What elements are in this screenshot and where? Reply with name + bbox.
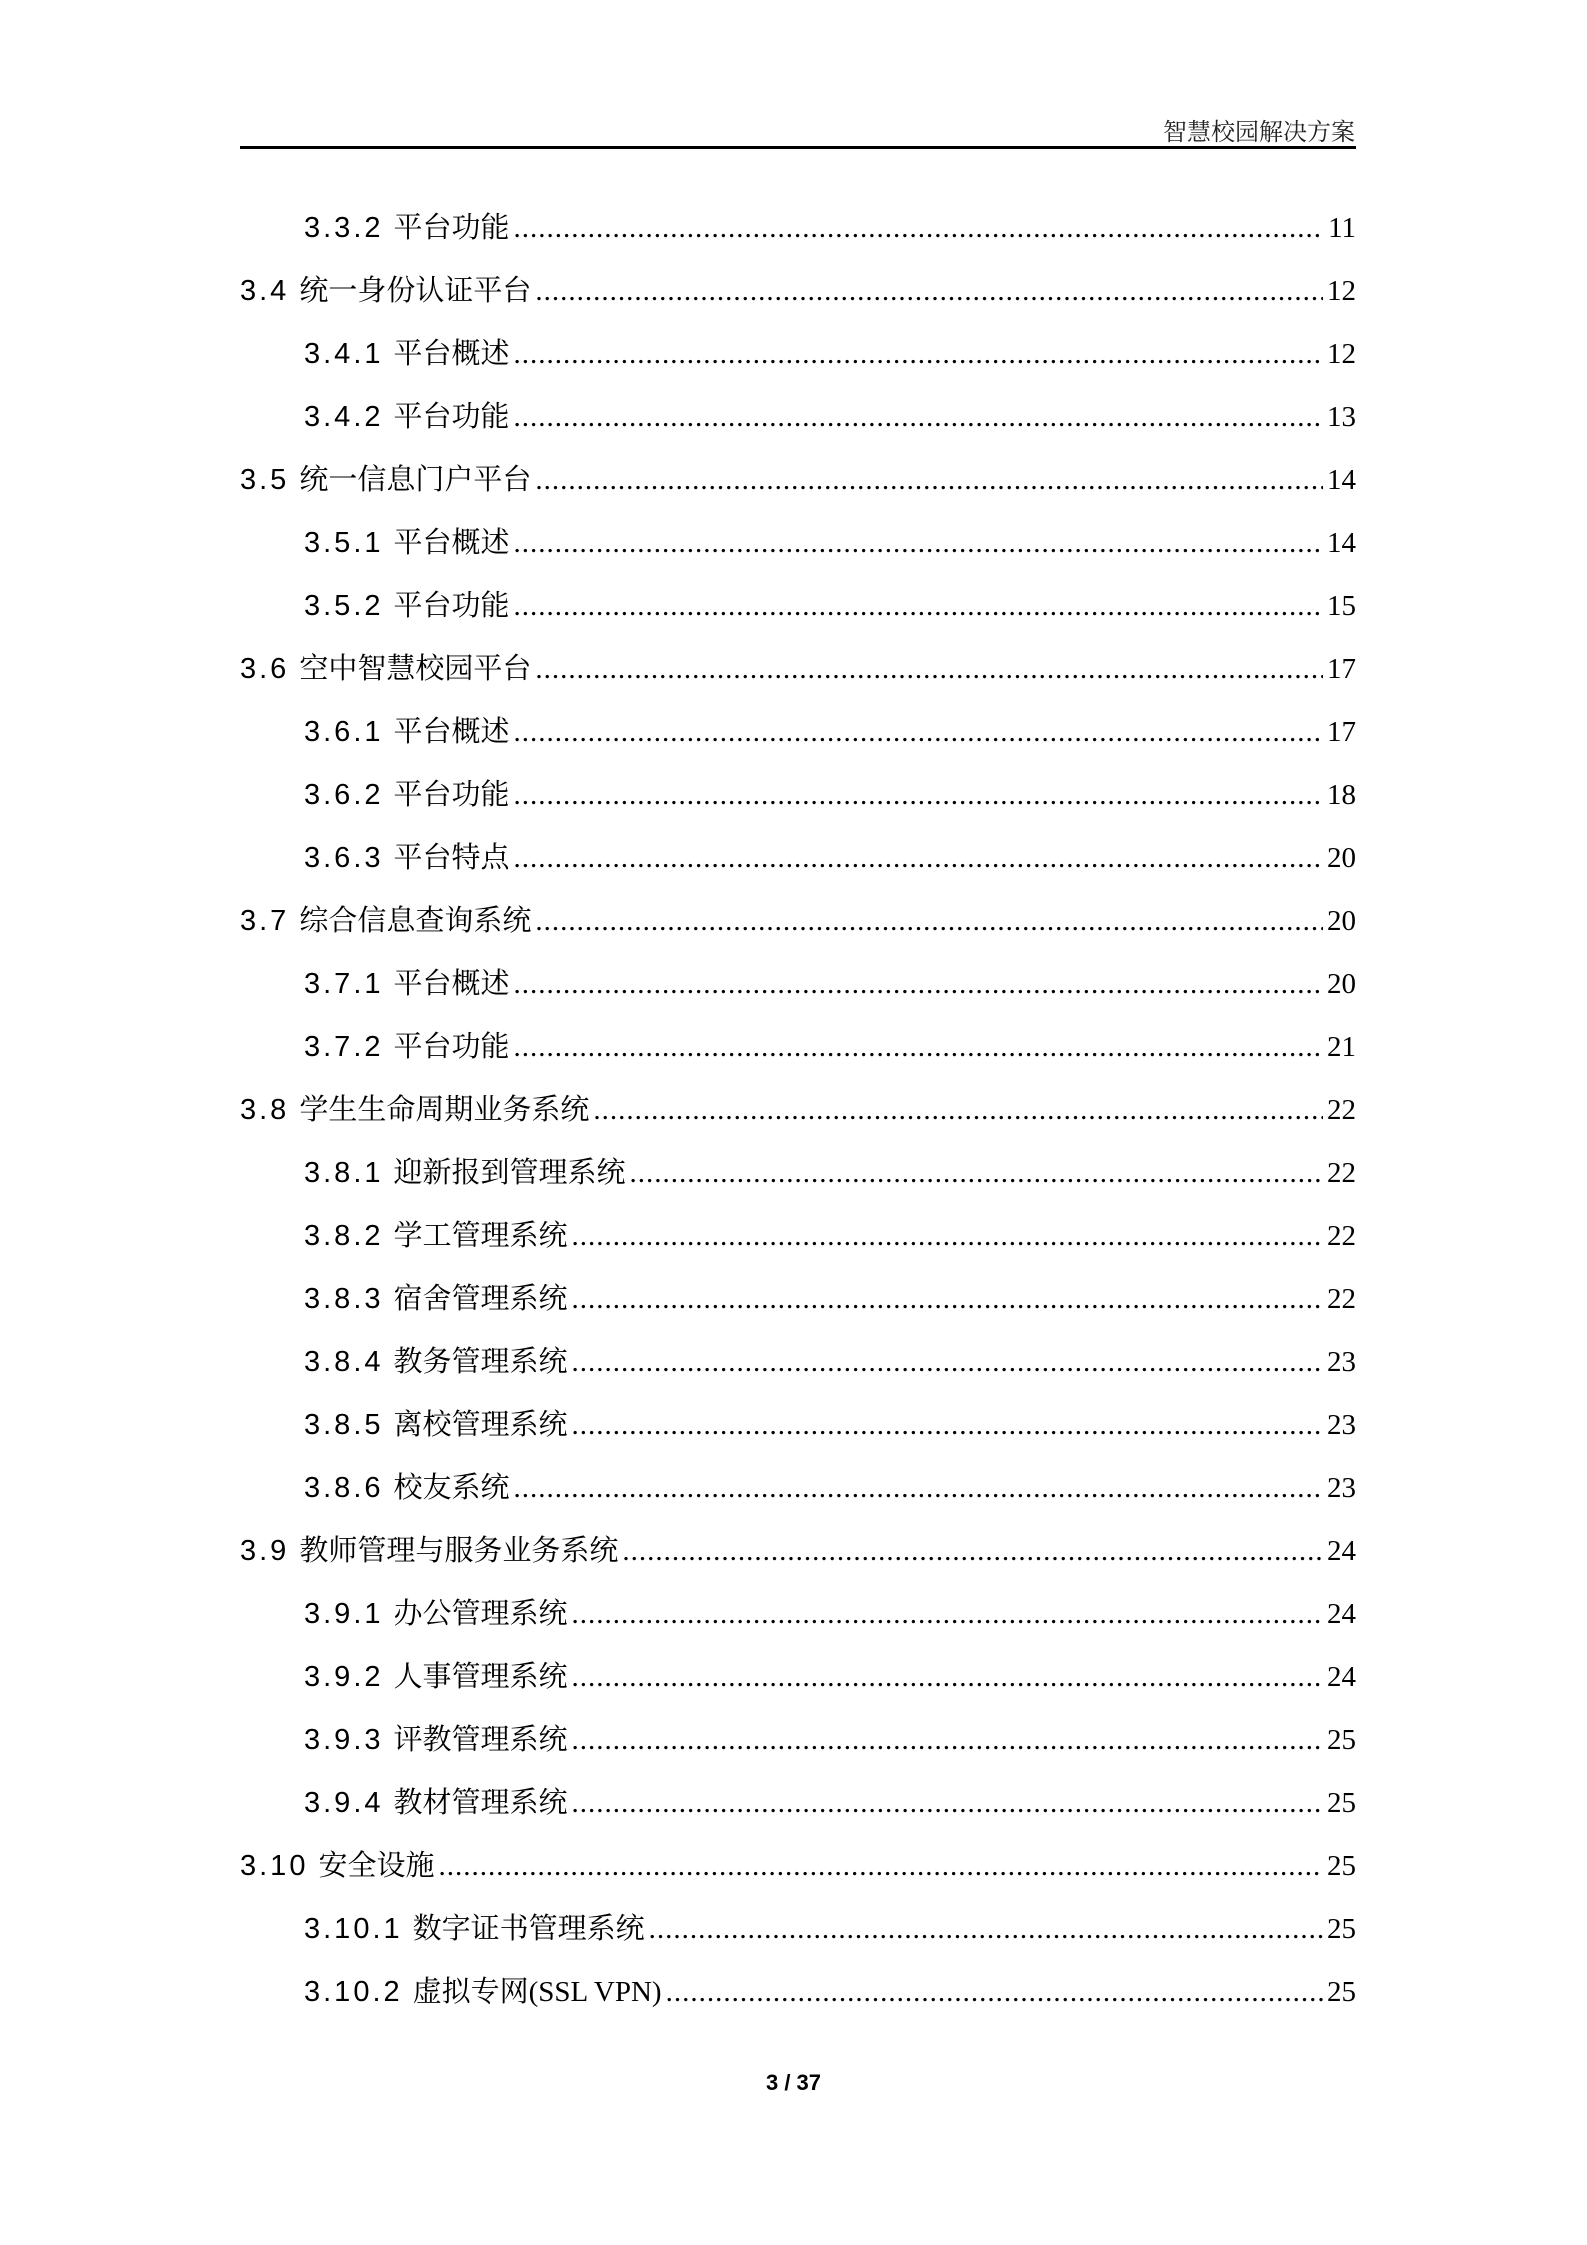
- toc-entry-number: 3.3.2: [304, 212, 384, 244]
- toc-entry-title: 统一身份认证平台: [299, 275, 532, 307]
- dot-leader: [514, 968, 1323, 1001]
- toc-entry-number: 3.5.2: [304, 590, 384, 622]
- toc-entry-number: 3.7.1: [304, 968, 384, 1000]
- toc-entry-page: 18: [1327, 779, 1356, 811]
- dot-leader: [572, 1346, 1323, 1379]
- toc-entry[interactable]: [240, 1969, 1356, 2032]
- toc-entry-title: 数字证书管理系统: [412, 1913, 645, 1945]
- toc-entry-number: 3.9.1: [304, 1598, 384, 1630]
- dot-leader: [514, 779, 1323, 812]
- toc-entry-title: 平台功能: [393, 1031, 510, 1063]
- table-of-contents: [240, 205, 1356, 2032]
- toc-entry-number: 3.8.2: [304, 1220, 384, 1252]
- toc-entry-page: 25: [1327, 1976, 1356, 2008]
- dot-leader: [572, 1661, 1323, 1694]
- page-header-title: 智慧校园解决方案: [1163, 120, 1355, 146]
- dot-leader: [514, 527, 1323, 560]
- toc-entry[interactable]: [240, 1150, 1356, 1213]
- toc-entry-number: 3.9: [240, 1535, 290, 1567]
- toc-entry-page: 22: [1327, 1220, 1356, 1252]
- toc-entry[interactable]: [240, 1276, 1356, 1339]
- dot-leader: [572, 1283, 1323, 1316]
- toc-entry-title: 平台概述: [393, 338, 510, 370]
- toc-entry-page: 25: [1327, 1787, 1356, 1819]
- toc-entry[interactable]: [240, 394, 1356, 457]
- toc-entry[interactable]: [240, 1087, 1356, 1150]
- toc-entry[interactable]: [240, 1213, 1356, 1276]
- toc-entry-number: 3.8.6: [304, 1472, 384, 1504]
- dot-leader: [572, 1598, 1323, 1631]
- toc-entry[interactable]: [240, 1654, 1356, 1717]
- toc-entry[interactable]: [240, 709, 1356, 772]
- toc-entry-page: 20: [1327, 842, 1356, 874]
- toc-entry[interactable]: [240, 646, 1356, 709]
- toc-entry[interactable]: [240, 1591, 1356, 1654]
- dot-leader: [622, 1535, 1323, 1568]
- dot-leader: [593, 1094, 1323, 1127]
- toc-entry-number: 3.8.5: [304, 1409, 384, 1441]
- toc-entry-number: 3.6.3: [304, 842, 384, 874]
- toc-entry-number: 3.9.2: [304, 1661, 384, 1693]
- toc-entry-page: 15: [1327, 590, 1356, 622]
- toc-entry-number: 3.6.2: [304, 779, 384, 811]
- toc-entry-title: 学工管理系统: [393, 1220, 568, 1252]
- toc-entry-page: 11: [1328, 212, 1356, 244]
- toc-entry-page: 25: [1327, 1913, 1356, 1945]
- dot-leader: [572, 1787, 1323, 1820]
- dot-leader: [438, 1850, 1323, 1883]
- toc-entry-page: 14: [1327, 527, 1356, 559]
- dot-leader: [535, 464, 1323, 497]
- toc-entry-page: 20: [1327, 968, 1356, 1000]
- toc-entry-page: 22: [1327, 1157, 1356, 1189]
- toc-entry-number: 3.4.2: [304, 401, 384, 433]
- dot-leader: [649, 1913, 1323, 1946]
- toc-entry-page: 13: [1327, 401, 1356, 433]
- dot-leader: [514, 1031, 1323, 1064]
- toc-entry-number: 3.7: [240, 905, 290, 937]
- toc-entry-title: 平台功能: [393, 779, 510, 811]
- dot-leader: [514, 212, 1324, 245]
- toc-entry-number: 3.5.1: [304, 527, 384, 559]
- toc-entry-title: 教师管理与服务业务系统: [299, 1535, 619, 1567]
- toc-entry-number: 3.8.4: [304, 1346, 384, 1378]
- toc-entry-title: 安全设施: [318, 1850, 435, 1882]
- dot-leader: [666, 1976, 1323, 2009]
- toc-entry[interactable]: [240, 961, 1356, 1024]
- dot-leader: [630, 1157, 1323, 1190]
- toc-entry[interactable]: [240, 1906, 1356, 1969]
- toc-entry-title: 人事管理系统: [393, 1661, 568, 1693]
- toc-entry-page: 23: [1327, 1472, 1356, 1504]
- toc-entry-page: 22: [1327, 1283, 1356, 1315]
- dot-leader: [514, 842, 1323, 875]
- toc-entry-number: 3.8.1: [304, 1157, 384, 1189]
- toc-entry[interactable]: [240, 268, 1356, 331]
- toc-entry-number: 3.10.2: [304, 1976, 403, 2008]
- toc-entry-number: 3.7.2: [304, 1031, 384, 1063]
- toc-entry-number: 3.8: [240, 1094, 290, 1126]
- toc-entry[interactable]: [240, 835, 1356, 898]
- toc-entry[interactable]: [240, 331, 1356, 394]
- dot-leader: [535, 275, 1323, 308]
- toc-entry-title: 平台功能: [393, 212, 510, 244]
- toc-entry-title: 平台概述: [393, 527, 510, 559]
- toc-entry-page: 17: [1327, 653, 1356, 685]
- dot-leader: [572, 1220, 1323, 1253]
- toc-entry-number: 3.10: [240, 1850, 309, 1882]
- toc-entry-title: 综合信息查询系统: [299, 905, 532, 937]
- toc-entry-page: 12: [1327, 275, 1356, 307]
- toc-entry[interactable]: [240, 772, 1356, 835]
- dot-leader: [535, 653, 1323, 686]
- dot-leader: [514, 338, 1323, 371]
- toc-entry-page: 24: [1327, 1598, 1356, 1630]
- toc-entry-page: 23: [1327, 1409, 1356, 1441]
- toc-entry-title: 教材管理系统: [393, 1787, 568, 1819]
- dot-leader: [514, 401, 1323, 434]
- dot-leader: [514, 716, 1323, 749]
- toc-entry-title: 离校管理系统: [393, 1409, 568, 1441]
- toc-entry-number: 3.9.3: [304, 1724, 384, 1756]
- dot-leader: [514, 590, 1323, 623]
- toc-entry-title: 统一信息门户平台: [299, 464, 532, 496]
- toc-entry-page: 21: [1327, 1031, 1356, 1063]
- toc-entry-page: 14: [1327, 464, 1356, 496]
- toc-entry[interactable]: [240, 520, 1356, 583]
- toc-entry-title: 平台概述: [393, 716, 510, 748]
- header-rule: [240, 146, 1356, 149]
- toc-entry-page: 23: [1327, 1346, 1356, 1378]
- toc-entry-title: 平台特点: [393, 842, 510, 874]
- toc-entry-title: 校友系统: [393, 1472, 510, 1504]
- toc-entry-number: 3.9.4: [304, 1787, 384, 1819]
- toc-entry-number: 3.4: [240, 275, 290, 307]
- dot-leader: [572, 1724, 1323, 1757]
- toc-entry-page: 17: [1327, 716, 1356, 748]
- toc-entry-page: 20: [1327, 905, 1356, 937]
- toc-entry-title: 办公管理系统: [393, 1598, 568, 1630]
- toc-entry-number: 3.5: [240, 464, 290, 496]
- toc-entry-title: 平台概述: [393, 968, 510, 1000]
- toc-entry-number: 3.6: [240, 653, 290, 685]
- toc-entry-title: 教务管理系统: [393, 1346, 568, 1378]
- toc-entry-page: 22: [1327, 1094, 1356, 1126]
- toc-entry[interactable]: [240, 1528, 1356, 1591]
- toc-entry[interactable]: [240, 205, 1356, 268]
- toc-entry[interactable]: [240, 1780, 1356, 1843]
- toc-entry-page: 24: [1327, 1535, 1356, 1567]
- toc-entry-page: 24: [1327, 1661, 1356, 1693]
- toc-entry[interactable]: [240, 1339, 1356, 1402]
- toc-entry-page: 12: [1327, 338, 1356, 370]
- toc-entry-title: 评教管理系统: [393, 1724, 568, 1756]
- toc-entry[interactable]: [240, 1465, 1356, 1528]
- page-number: 3 / 37: [765, 2070, 822, 2095]
- toc-entry[interactable]: [240, 1717, 1356, 1780]
- toc-entry-page: 25: [1327, 1724, 1356, 1756]
- toc-entry-title: 学生生命周期业务系统: [299, 1094, 590, 1126]
- dot-leader: [535, 905, 1323, 938]
- toc-entry-page: 25: [1327, 1850, 1356, 1882]
- toc-entry[interactable]: [240, 1024, 1356, 1087]
- toc-entry-title: 空中智慧校园平台: [299, 653, 532, 685]
- toc-entry[interactable]: [240, 1402, 1356, 1465]
- dot-leader: [514, 1472, 1323, 1505]
- toc-entry[interactable]: [240, 583, 1356, 646]
- toc-entry-title: 迎新报到管理系统: [393, 1157, 626, 1189]
- toc-entry-title: 虚拟专网(SSL VPN): [412, 1976, 662, 2008]
- toc-entry[interactable]: [240, 898, 1356, 961]
- toc-entry-number: 3.6.1: [304, 716, 384, 748]
- toc-entry-number: 3.4.1: [304, 338, 384, 370]
- toc-entry[interactable]: [240, 1843, 1356, 1906]
- dot-leader: [572, 1409, 1323, 1442]
- toc-entry-title: 平台功能: [393, 590, 510, 622]
- toc-entry-title: 平台功能: [393, 401, 510, 433]
- toc-entry[interactable]: [240, 457, 1356, 520]
- toc-entry-number: 3.10.1: [304, 1913, 403, 1945]
- toc-entry-title: 宿舍管理系统: [393, 1283, 568, 1315]
- toc-entry-number: 3.8.3: [304, 1283, 384, 1315]
